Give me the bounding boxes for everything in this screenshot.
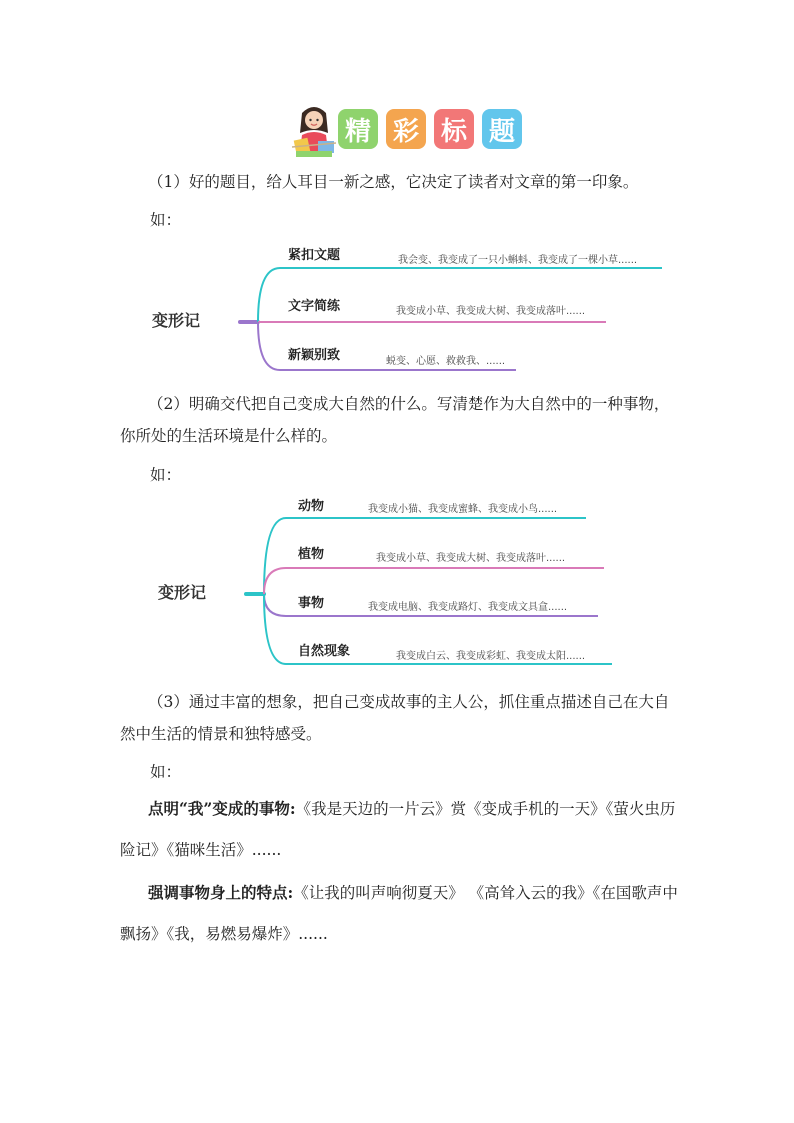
mindmap-1-text-2: 我变成小草、我变成大树、我变成落叶...... [396, 306, 586, 317]
mindmap-2-text-4: 我变成白云、我变成彩虹、我变成太阳...... [396, 651, 586, 662]
mindmap-1-label-1: 紧扣文题 [288, 248, 341, 263]
mindmap-1-text-3: 蜕变、心愿、救救我、...... [386, 356, 506, 367]
paragraph-3: （3）通过丰富的想象，把自己变成故事的主人公，抓住重点描述自己在大自然中生活的情景和独特感受。 [120, 693, 670, 743]
banner-char-2: 彩 [386, 109, 426, 149]
girl-reading-icon [290, 103, 338, 159]
example-item-2-label: 强调事物身上的特点: [148, 883, 294, 902]
example-item-1-label: 点明“我”变成的事物: [148, 799, 296, 818]
mindmap-2 [140, 496, 680, 672]
mindmap-2-root: 变形记 [158, 583, 207, 602]
mindmap-2-text-3: 我变成电脑、我变成路灯、我变成文具盒...... [368, 602, 568, 613]
mindmap-1 [140, 240, 680, 376]
example-label-2: 如： [150, 466, 182, 484]
mindmap-1-text-1: 我会变、我变成了一只小蝌蚪、我变成了一棵小草...... [398, 255, 638, 266]
example-label-1: 如： [150, 211, 182, 229]
mindmap-1-label-3: 新颖别致 [288, 348, 341, 363]
mindmap-2-label-2: 植物 [298, 547, 325, 562]
mindmap-1-root: 变形记 [152, 311, 201, 330]
banner-char-4: 题 [482, 109, 522, 149]
mindmap-2-label-4: 自然现象 [298, 644, 351, 659]
example-item-2 [120, 872, 680, 955]
example-item-2-text: 《让我的叫声响彻夏天》 《高耸入云的我》《在国歌声中飘扬》《我，易燃易爆炸》...... [120, 884, 678, 943]
mindmap-2-label-1: 动物 [298, 499, 325, 514]
title-banner [290, 103, 540, 159]
mindmap-1-label-2: 文字简练 [288, 299, 341, 314]
mindmap-2-text-2: 我变成小草、我变成大树、我变成落叶...... [376, 553, 566, 564]
paragraph-2: （2）明确交代把自己变成大自然的什么。写清楚作为大自然中的一种事物，你所处的生活环境是什么样的。 [120, 395, 670, 445]
banner-char-1: 精 [338, 109, 378, 149]
mindmap-2-label-3: 事物 [298, 596, 325, 611]
example-item-1 [120, 788, 680, 871]
example-item-1-text: 《我是天边的一片云》赏《变成手机的一天》《萤火虫历险记》《猫咪生活》...... [120, 800, 676, 859]
banner-char-3: 标 [434, 109, 474, 149]
example-label-3: 如： [150, 763, 182, 781]
paragraph-1: （1）好的题目，给人耳目一新之感，它决定了读者对文章的第一印象。 [148, 173, 639, 191]
mindmap-2-text-1: 我变成小猫、我变成蜜蜂、我变成小鸟...... [368, 504, 558, 515]
